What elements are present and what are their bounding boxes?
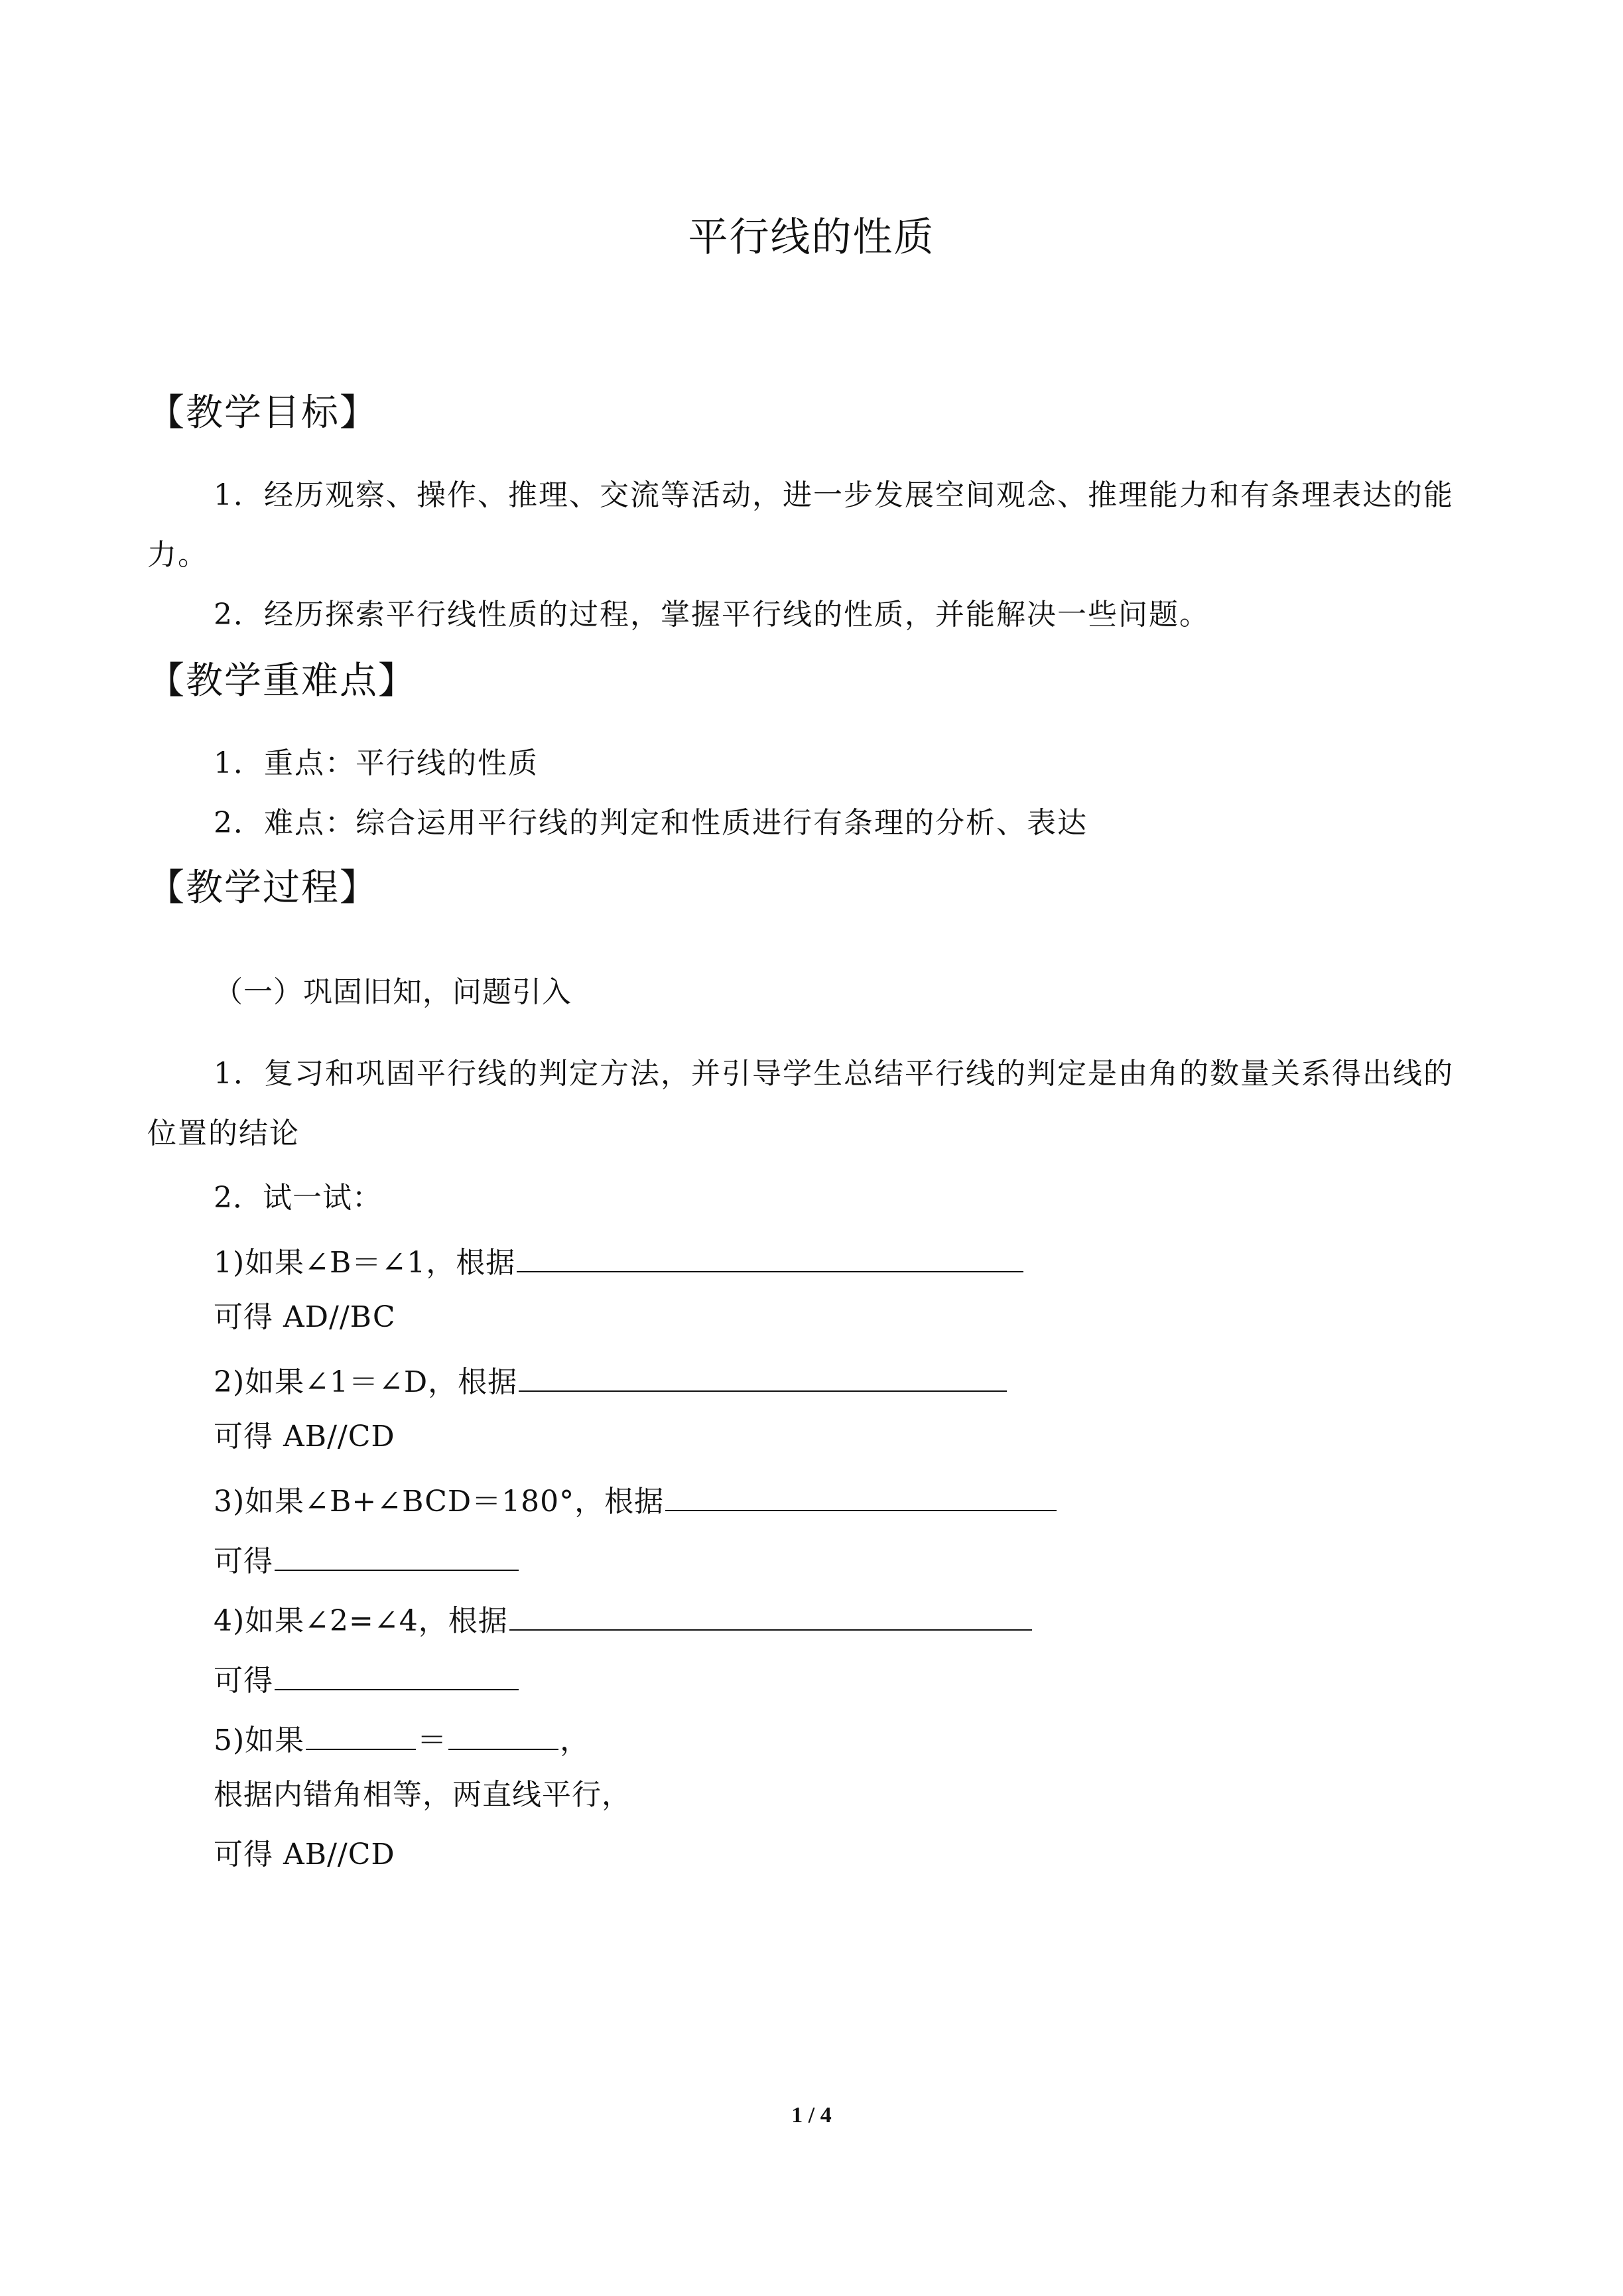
exercise-5-equals: ＝ bbox=[417, 1723, 448, 1757]
page-number: 1 / 4 bbox=[791, 2103, 832, 2127]
exercise-3-blank[interactable] bbox=[665, 1477, 1057, 1511]
exercise-4-blank[interactable] bbox=[509, 1596, 1032, 1631]
exercise-2-result: 可得 AB//CD bbox=[214, 1420, 395, 1453]
key-points-heading: 【教学重难点】 bbox=[147, 659, 417, 703]
exercise-5-comma: ， bbox=[560, 1723, 590, 1757]
page-title: 平行线的性质 bbox=[688, 214, 935, 261]
exercise-5-reason: 根据内错角相等，两直线平行， bbox=[214, 1778, 631, 1812]
review-paragraph: 1．复习和巩固平行线的判定方法，并引导学生总结平行线的判定是由角的数量关系得出线的位置的结论 bbox=[147, 1057, 1454, 1150]
process-heading: 【教学过程】 bbox=[147, 866, 378, 910]
goals-heading: 【教学目标】 bbox=[147, 391, 378, 435]
exercise-2-blank[interactable] bbox=[519, 1357, 1007, 1392]
exercise-3-result-blank[interactable] bbox=[275, 1536, 519, 1571]
exercise-1-text: 1)如果∠B＝∠1，根据 bbox=[214, 1246, 516, 1280]
exercise-1 bbox=[214, 1238, 1025, 1283]
exercise-1-result: 可得 AD//BC bbox=[214, 1300, 396, 1334]
exercise-5 bbox=[214, 1716, 590, 1761]
goal-item-2: 2．经历探索平行线性质的过程，掌握平行线的性质，并能解决一些问题。 bbox=[214, 598, 1210, 632]
exercise-5-text: 5)如果 bbox=[214, 1723, 305, 1757]
exercise-5-blank-left[interactable] bbox=[306, 1716, 416, 1750]
exercise-1-blank[interactable] bbox=[517, 1238, 1023, 1272]
exercise-3-result: 可得 bbox=[214, 1544, 273, 1578]
goal-item-1: 1．经历观察、操作、推理、交流等活动，进一步发展空间观念、推理能力和有条理表达的能力。 bbox=[147, 478, 1454, 572]
try-label: 2．试一试： bbox=[214, 1181, 382, 1215]
exercise-4-result-blank[interactable] bbox=[275, 1656, 519, 1690]
exercise-2 bbox=[214, 1357, 1008, 1402]
step-1-title: （一）巩固旧知，问题引入 bbox=[214, 975, 572, 1009]
exercise-4-result: 可得 bbox=[214, 1664, 273, 1698]
exercise-4 bbox=[214, 1596, 1033, 1641]
exercise-5-blank-right[interactable] bbox=[448, 1716, 558, 1750]
exercise-4-result-line bbox=[214, 1656, 520, 1701]
exercise-3-text: 3)如果∠B+∠BCD＝180°，根据 bbox=[214, 1485, 665, 1519]
exercise-3 bbox=[214, 1477, 1058, 1522]
key-point-2: 2．难点：综合运用平行线的判定和性质进行有条理的分析、表达 bbox=[214, 806, 1088, 840]
exercise-2-text: 2)如果∠1＝∠D，根据 bbox=[214, 1365, 518, 1399]
exercise-4-text: 4)如果∠2=∠4，根据 bbox=[214, 1604, 508, 1638]
exercise-3-result-line bbox=[214, 1536, 520, 1582]
exercise-5-result: 可得 AB//CD bbox=[214, 1838, 395, 1871]
key-point-1: 1．重点：平行线的性质 bbox=[214, 746, 539, 780]
